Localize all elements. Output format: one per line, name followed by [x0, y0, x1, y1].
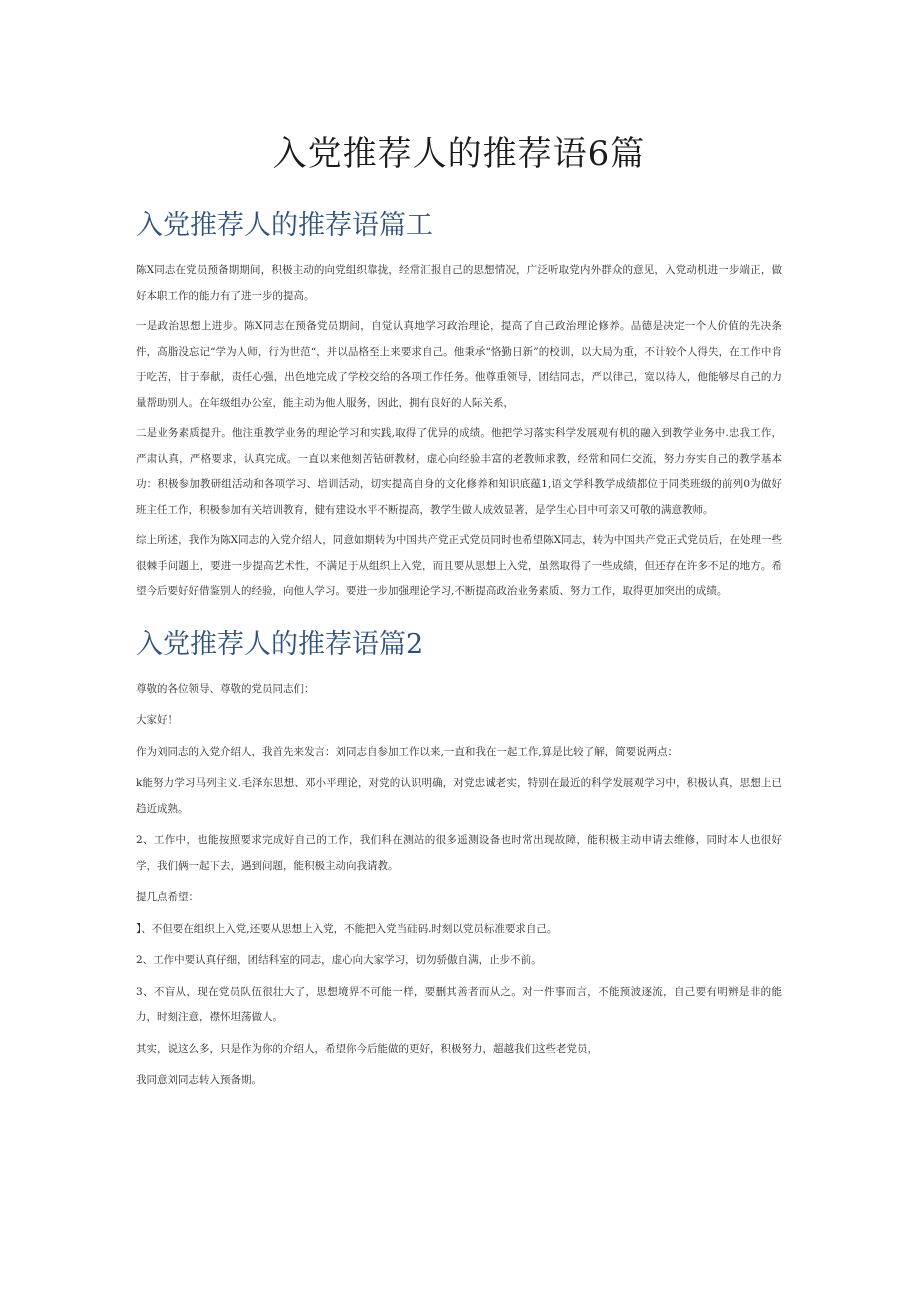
section-2-body: [136, 677, 782, 1094]
section-1-paragraph-1: 陈X同志在党员预备期期间，积极主动的向党组织靠拢，经常汇报自己的思想情况，广泛听取党内外群众的意见，入党动机进一步端正，做好本职工作的能力有了进一步的提高。: [136, 264, 782, 302]
section-1-paragraph-2: 一是政治思想上进步。陈X同志在预备党员期间，自觉认真地学习政治理论，提高了自己政治理论修养。品德是决定一个人价值的先决条件，高脂没忘记“学为人师，行为世范“，并以品格至上来要求自己。他秉承“恪勤日新”的校训，以大局为重，不计较个人得失，在工作中肯于吃苦，甘于奉献，责任心强，出色地完成了学校交给的各项工作任务。他尊重领导，团结同志，严以律己，宽以待人，他能够尽自己的力量帮助别人。在年级组办公室，能主动为他人服务，因此，拥有良好的人际关系，: [136, 320, 782, 409]
section-1-heading: 入党推荐人的推荐语篇工: [136, 210, 433, 241]
section-2-heading: 入党推荐人的推荐语篇2: [136, 628, 424, 660]
section-2-hope-3: 3、不盲从，现在党员队伍很壮大了，思想境界不可能一样，要删其善者而从之。对一件事而言，不能预波逐流，自己要有明辨是非的能力，时刻注意，襟怀坦荡做人。: [136, 985, 782, 1023]
section-2-hope-1: 】、不但要在组织上入党,还要从思想上入党，不能把入党当硅码.时刻以党员标准要求自己。: [136, 922, 558, 935]
section-2-paragraph-intro: 作为刘同志的入党介绍人，我首先来发言：刘同志自参加工作以来,一直和我在一起工作,算是比较了解，简要说两点：: [136, 745, 679, 758]
section-2-greeting: 大家好！: [136, 714, 178, 726]
section-1-paragraph-3: 二是业务素质提升。他注重教学业务的理论学习和实践,取得了优异的成绩。他把学习落实科学发展观有机的融入到教学业务中.忠我工作，严肃认真，严格要求，认真完成。一直以来他刻苦钻研教材，虚心向经验丰富的老教师求教，经常和同仁交流，努力夯实自己的教学基本功：积极参加教研组活动和各项学习、培训活动，切实提高自身的文化修养和知识底蕴1,语文学科教学成绩都位于同类班级的前列0为做好班主任工作，积极参加有关培训教育，健有建设水平不断提高，教学生做人成效显著，是学生心目中可亲又可敬的满意教师。: [136, 427, 782, 516]
section-2-salutation: 尊敬的各位领导、尊敬的党员同志们：: [136, 682, 315, 695]
section-2-hopes-heading: 提几点希望：: [136, 891, 199, 903]
document-title: 入党推荐人的推荐语6篇: [272, 134, 646, 174]
section-2-closing: 其实，说这么多，只是作为你的介绍人，希望你今后能做的更好，积极努力，超越我们这些老党员，: [136, 1042, 598, 1055]
section-1-paragraph-4: 综上所述，我作为陈X同志的入党介绍人，同意如期转为中国共产党正式党员同时也希望陈X同志，转为中国共产党正式党员后，在处理一些很棘手问题上，要进一步提高艺术性，不满足于从组织上入党，而且要从思想上入党，虽然取得了一些成绩，但还存在许多不足的地方。希望今后要好好借鉴别人的经验，向他人学习。要进一步加强理论学习,不断提高政治业务素质、努力工作，取得更加突出的成绩。: [136, 534, 782, 597]
section-1-body: [136, 258, 782, 605]
section-2-hope-2: 2、工作中要认真仔细，团结科室的同志，虚心向大家学习，切勿骄傲自满，止步不前。: [136, 954, 542, 966]
section-2-conclusion: 我同意刘同志转入预备期。: [136, 1074, 262, 1086]
section-2-point-2: 2、工作中，也能按照要求完成好自己的工作，我们科在测站的很多遥测设备也时常出现故障，能积极主动申请去维修，同时本人也很好学，我们俩一起下去，遇到问题，能积极主动向我请教。: [136, 834, 782, 872]
section-2-point-1: k能努力学习马列主义.毛泽东思想、邓小平理论，对党的认识明确，对党忠诚老实，特别在最近的科学发展观学习中，积极认真，思想上已趋近成熟。: [136, 777, 782, 815]
